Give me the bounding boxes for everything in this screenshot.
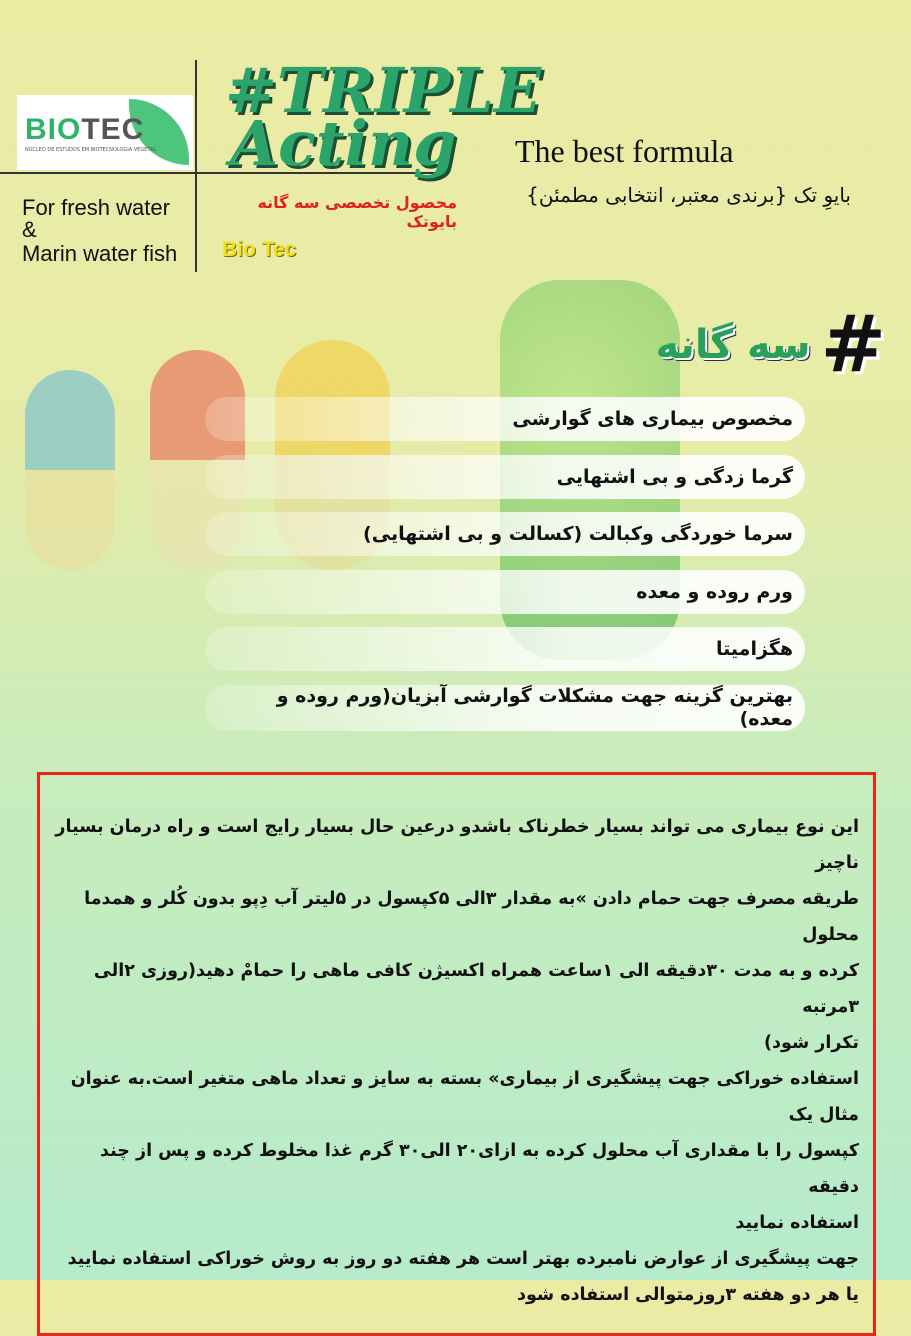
section-heading: [656, 300, 886, 390]
slogan-en: The best formula: [515, 133, 734, 169]
audience-fresh: For fresh water: [22, 195, 170, 220]
audience-marine: Marin water fish: [22, 241, 178, 266]
feature-item: ورم روده و معده: [205, 570, 805, 614]
instruction-line: استفاده نمایید: [735, 1213, 859, 1233]
feature-item: گرما زدگی و بی اشتهایی: [205, 455, 805, 499]
biotec-logo: [17, 95, 193, 170]
capsule-decoration: [25, 370, 115, 570]
feature-item: سرما خوردگی وکبالت (کسالت و بی اشتهایی): [205, 512, 805, 556]
brand-small: Bio Tec: [222, 238, 297, 261]
audience-and: &: [22, 217, 37, 242]
instruction-line: یا هر دو هفته ۳روزمتوالی استفاده شود: [516, 1285, 859, 1305]
instruction-line: کرده و به مدت ۳۰دقیقه الی ۱ساعت همراه اکسیژن کافی ماهی را حمامْ دهید(روزی ۲الی ۳مرتبه: [93, 961, 859, 1017]
title-line1: #TRIPLE: [225, 54, 542, 127]
logo-tagline: NÚCLEO DE ESTUDOS EM BIOTECNOLOGIA VEGETAL: [25, 146, 157, 153]
feature-item: هگزامیتا: [205, 627, 805, 671]
logo-word-bio: BIO: [25, 112, 82, 146]
instruction-line: جهت پیشگیری از عوارض نامبرده بهتر است هر هفته دو روز به روش خوراکی استفاده نمایید: [67, 1249, 859, 1269]
feature-item: مخصوص بیماری های گوارشی: [205, 397, 805, 441]
instruction-line: استفاده خوراکی جهت پیشگیری از بیماری» بسته به سایز و تعداد ماهی متغیر است.به عنوان مثال یک: [70, 1069, 859, 1125]
instructions-box: [37, 772, 876, 1336]
instruction-line: تکرار شود): [764, 1033, 859, 1053]
instruction-line: این نوع بیماری می تواند بسیار خطرناک باشدو درعین حال بسیار رایج است و راه درمان بسیار ناچیز: [55, 817, 859, 873]
heading-text: سه گانه: [655, 322, 811, 368]
divider-vertical: [195, 60, 197, 272]
slogan-fa: بایوِ تک {برندی معتبر، انتخابی مطمئن}: [526, 183, 851, 207]
product-label: محصول تخصصی سه گانه بایوتک: [257, 193, 457, 231]
title-line2: Acting: [230, 107, 457, 180]
hash-icon: #: [820, 300, 886, 390]
logo-word-tec: TEC: [81, 112, 145, 146]
instruction-line: طریقه مصرف جهت حمام دادن »به مقدار ۳الی ۵کپسول در ۵لیتر آب دِپو بدون کُلر و همدما محلول: [84, 889, 859, 945]
feature-item: بهترین گزینه جهت مشکلات گوارشی آبزیان(ورم روده و معده): [205, 685, 805, 731]
instruction-line: کپسول را با مقداری آب محلول کرده به ازای۲۰ الی۳۰ گرم غذا مخلوط کرده و پس از چند دقیقه: [100, 1141, 859, 1197]
